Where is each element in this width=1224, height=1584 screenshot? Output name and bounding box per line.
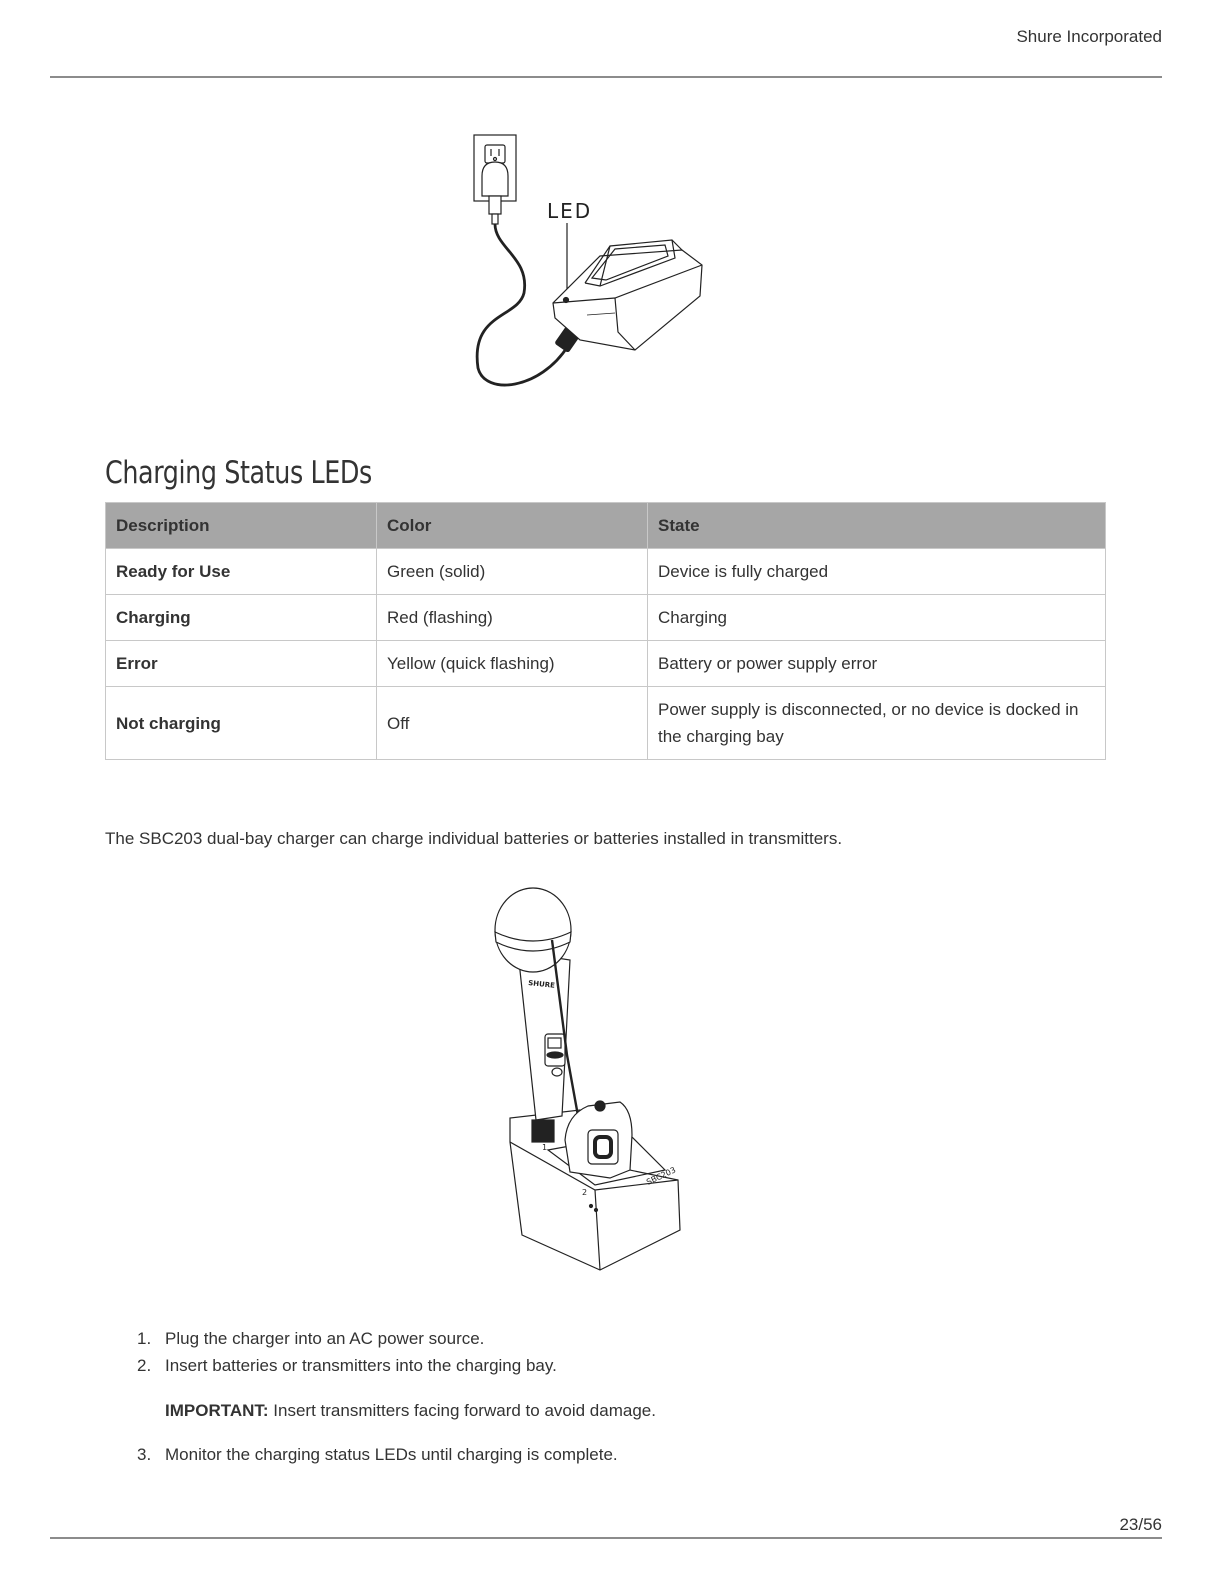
led-callout-label: LED	[547, 199, 593, 223]
section-title: Charging Status LEDs	[105, 455, 372, 491]
step-text: Plug the charger into an AC power source.	[165, 1329, 485, 1348]
row-state: Device is fully charged	[648, 549, 1106, 595]
svg-text:1: 1	[542, 1143, 548, 1152]
single-bay-charger-icon	[553, 240, 702, 350]
row-color: Green (solid)	[377, 549, 648, 595]
footer-divider	[50, 1537, 1162, 1539]
row-description: Charging	[106, 595, 377, 641]
important-note	[165, 1401, 656, 1421]
wall-outlet-icon	[474, 135, 516, 224]
step-text: Monitor the charging status LEDs until charging is complete.	[165, 1445, 618, 1464]
row-description: Not charging	[106, 687, 377, 760]
svg-text:2: 2	[582, 1188, 588, 1197]
header-divider	[50, 76, 1162, 78]
intro-paragraph: The SBC203 dual-bay charger can charge individual batteries or batteries installed in transmitters.	[105, 829, 843, 848]
page-number: 23/56	[1119, 1515, 1162, 1534]
mic-brand-label: SHURE	[527, 979, 556, 990]
important-label: IMPORTANT:	[165, 1401, 269, 1420]
row-color: Off	[377, 687, 648, 760]
row-state: Charging	[648, 595, 1106, 641]
charging-status-table	[105, 502, 1106, 760]
row-description: Ready for Use	[106, 549, 377, 595]
dual-bay-charger-illustration	[470, 880, 720, 1280]
step-number: 1.	[137, 1329, 152, 1348]
model-label: SBC203	[645, 1165, 678, 1187]
row-color: Yellow (quick flashing)	[377, 641, 648, 687]
row-state: Battery or power supply error	[648, 641, 1106, 687]
table-row	[106, 641, 1106, 687]
header-description: Description	[106, 503, 377, 549]
table-row	[106, 595, 1106, 641]
table-row	[106, 687, 1106, 760]
table-row	[106, 549, 1106, 595]
row-state: Power supply is disconnected, or no device is docked in the charging bay	[648, 687, 1106, 760]
charger-outlet-illustration	[440, 128, 740, 398]
step-text: Insert batteries or transmitters into the charging bay.	[165, 1356, 557, 1375]
header-state: State	[648, 503, 1106, 549]
step-number: 3.	[137, 1445, 152, 1464]
important-text: Insert transmitters facing forward to avoid damage.	[268, 1401, 656, 1420]
row-color: Red (flashing)	[377, 595, 648, 641]
table-header-row	[106, 503, 1106, 549]
handheld-microphone-icon	[495, 888, 571, 1142]
row-description: Error	[106, 641, 377, 687]
header-color: Color	[377, 503, 648, 549]
header-company-name: Shure Incorporated	[1016, 27, 1162, 46]
step-number: 2.	[137, 1356, 152, 1375]
